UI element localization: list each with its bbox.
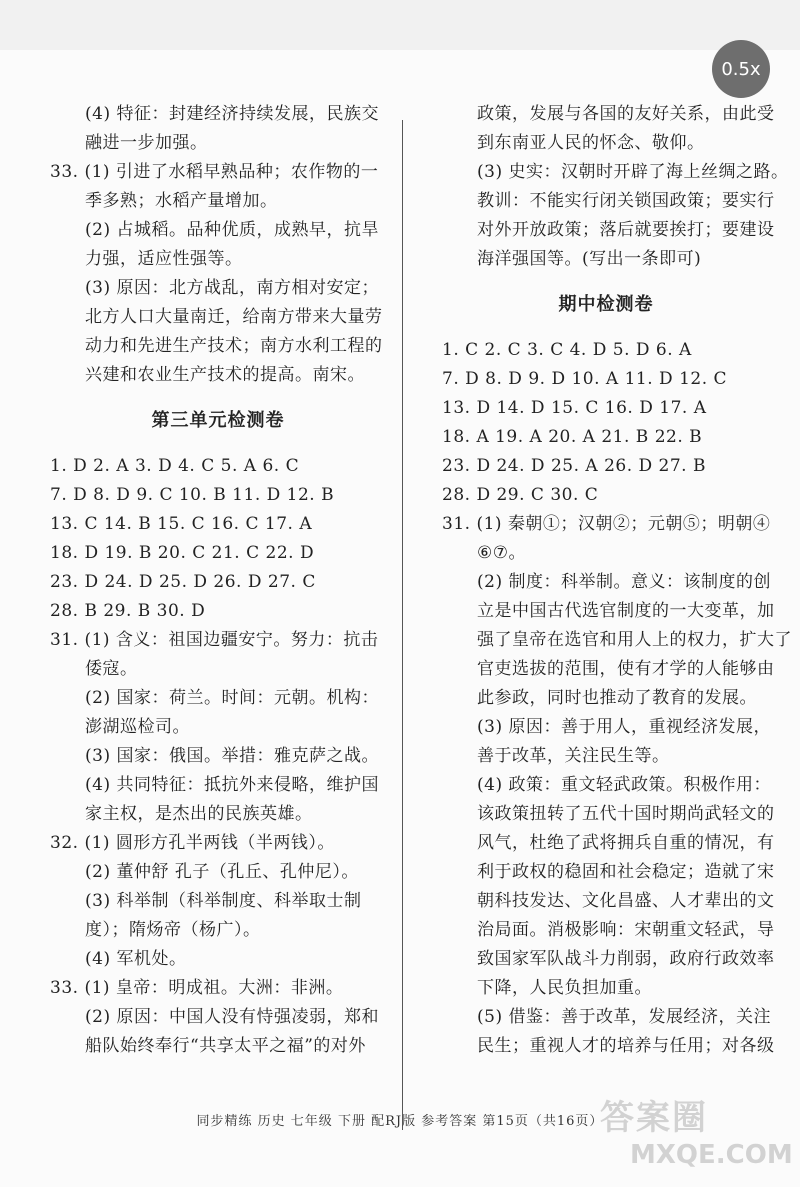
text-line: 力强，适应性强等。 <box>85 249 243 269</box>
text-line: 13. C 14. B 15. C 16. C 17. A <box>50 514 313 534</box>
text-line: (2) 占城稻。品种优质，成熟早，抗旱 <box>85 220 379 240</box>
text-line: 倭寇。 <box>85 659 138 679</box>
text-line: 1. D 2. A 3. D 4. C 5. A 6. C <box>50 456 300 476</box>
text-line: 33. (1) 皇帝：明成祖。大洲：非洲。 <box>50 978 344 998</box>
text-line: 利于政权的稳固和社会稳定；造就了宋 <box>477 862 775 882</box>
text-line: 23. D 24. D 25. D 26. D 27. C <box>50 572 316 592</box>
text-line: 该政策扭转了五代十国时期尚武轻文的 <box>477 804 775 824</box>
text-line: (3) 原因：北方战乱，南方相对安定； <box>85 278 379 298</box>
text-line: 动力和先进生产技术；南方水利工程的 <box>85 336 383 356</box>
zoom-level-button[interactable]: 0.5x <box>712 40 770 98</box>
text-line: 18. D 19. B 20. C 21. C 22. D <box>50 543 315 563</box>
text-line: (4) 军机处。 <box>85 949 187 969</box>
text-line: 18. A 19. A 20. A 21. B 22. B <box>442 427 703 447</box>
text-line: 致国家军队战斗力削弱，政府行政效率 <box>477 949 775 969</box>
text-line: 31. (1) 秦朝①；汉朝②；元朝⑤；明朝④ <box>442 514 771 534</box>
text-line: 对外开放政策；落后就要挨打；要建设 <box>477 220 775 240</box>
text-line: (5) 借鉴：善于改革，发展经济，关注 <box>477 1007 771 1027</box>
text-line: (3) 史实：汉朝时开辟了海上丝绸之路。 <box>477 162 789 182</box>
text-line: (4) 共同特征：抵抗外来侵略，维护国 <box>85 775 379 795</box>
text-line: (2) 董仲舒 孔子（孔丘、孔仲尼）。 <box>85 862 359 882</box>
text-line: 31. (1) 含义：祖国边疆安宁。努力：抗击 <box>50 630 379 650</box>
text-line: 政策，发展与各国的友好关系，由此受 <box>477 104 775 124</box>
text-line: 到东南亚人民的怀念、敬仰。 <box>477 133 705 153</box>
text-line: 善于改革，关注民生等。 <box>477 746 670 766</box>
text-line: 28. B 29. B 30. D <box>50 601 206 621</box>
text-line: (4) 政策：重文轻武政策。积极作用： <box>477 775 771 795</box>
document-page <box>40 100 792 1140</box>
text-line: 度）；隋炀帝（杨广）。 <box>85 920 261 940</box>
text-line: (3) 原因：善于用人，重视经济发展， <box>477 717 771 737</box>
text-line: 官吏选拔的范围，使有才学的人能够由 <box>477 659 775 679</box>
text-line: 治局面。消极影响：宋朝重文轻武，导 <box>477 920 775 940</box>
text-line: 立是中国古代选官制度的一大变革，加 <box>477 601 775 621</box>
text-line: 33. (1) 引进了水稻早熟品种；农作物的一 <box>50 162 379 182</box>
text-line: 融进一步加强。 <box>85 133 208 153</box>
text-line: 1. C 2. C 3. C 4. D 5. D 6. A <box>442 340 692 360</box>
text-line: 28. D 29. C 30. C <box>442 485 599 505</box>
text-line: 朝科技发达、文化昌盛、人才辈出的文 <box>477 891 775 911</box>
page-footer: 同步精练 历史 七年级 下册 配RJ版 参考答案 第15页（共16页） <box>196 1114 604 1129</box>
section-heading: 期中检测卷 <box>558 294 654 315</box>
text-line: 民生；重视人才的培养与任用；对各级 <box>477 1036 775 1056</box>
text-line: 7. D 8. D 9. C 10. B 11. D 12. B <box>50 485 335 505</box>
text-line: 澎湖巡检司。 <box>85 717 190 737</box>
text-line: 季多熟；水稻产量增加。 <box>85 191 278 211</box>
text-line: 海洋强国等。(写出一条即可) <box>477 249 702 269</box>
text-line: 此参政，同时也推动了教育的发展。 <box>477 688 757 708</box>
text-line: (3) 科举制（科举制度、科举取士制 <box>85 891 362 911</box>
text-line: (2) 国家：荷兰。时间：元朝。机构： <box>85 688 379 708</box>
text-line: 兴建和农业生产技术的提高。南宋。 <box>85 365 365 385</box>
watermark-url: MXQE.COM <box>630 1140 793 1170</box>
text-line: 强了皇帝在选官和用人上的权力，扩大了 <box>477 630 792 650</box>
text-line: 7. D 8. D 9. D 10. A 11. D 12. C <box>442 369 728 389</box>
text-line: (2) 制度：科举制。意义：该制度的创 <box>477 572 771 592</box>
text-line: (4) 特征：封建经济持续发展，民族交 <box>85 104 379 124</box>
right-column <box>432 100 792 1061</box>
text-line: 家主权，是杰出的民族英雄。 <box>85 804 313 824</box>
text-line: 教训：不能实行闭关锁国政策；要实行 <box>477 191 775 211</box>
section-heading: 第三单元检测卷 <box>151 410 285 431</box>
text-line: 32. (1) 圆形方孔半两钱（半两钱）。 <box>50 833 335 853</box>
column-divider <box>402 120 403 1130</box>
watermark-logo: 答案圈 <box>600 1098 708 1138</box>
left-column <box>40 100 396 1061</box>
text-line: 下降，人民负担加重。 <box>477 978 652 998</box>
text-line: 风气，杜绝了武将拥兵自重的情况，有 <box>477 833 775 853</box>
text-line: 北方人口大量南迁，给南方带来大量劳 <box>85 307 383 327</box>
top-bar <box>0 0 800 50</box>
text-line: (3) 国家：俄国。举措：雅克萨之战。 <box>85 746 379 766</box>
text-line: 船队始终奉行“共享太平之福”的对外 <box>85 1036 366 1056</box>
text-line: 13. D 14. D 15. C 16. D 17. A <box>442 398 707 418</box>
text-line: ⑥⑦。 <box>477 543 526 563</box>
text-line: (2) 原因：中国人没有恃强凌弱，郑和 <box>85 1007 379 1027</box>
text-line: 23. D 24. D 25. A 26. D 27. B <box>442 456 706 476</box>
